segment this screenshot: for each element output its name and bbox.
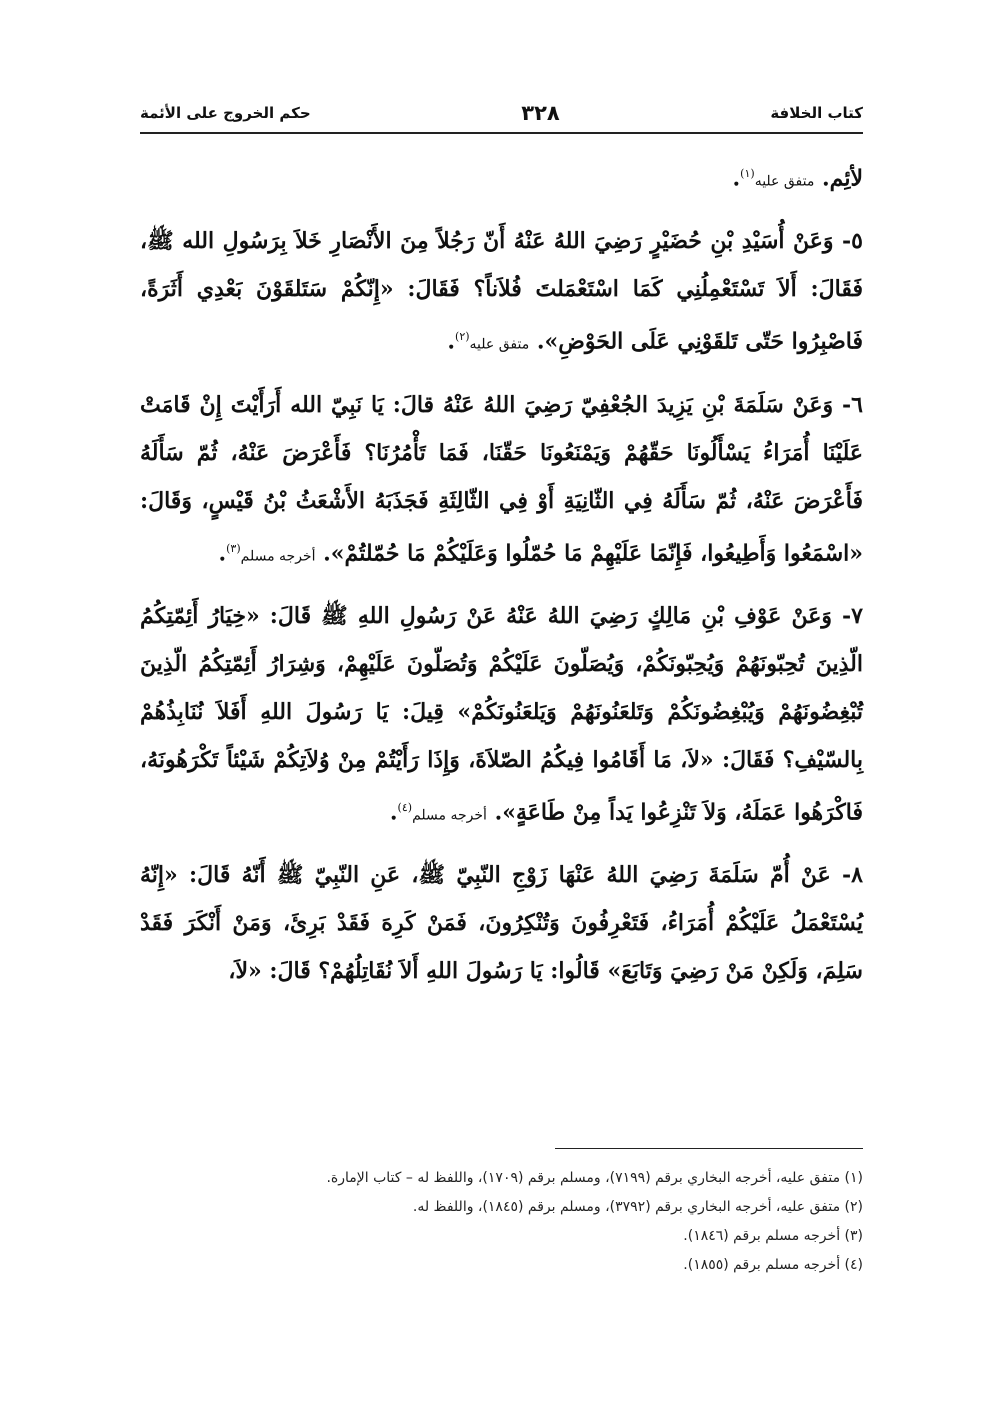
paragraph-tail: . bbox=[389, 799, 398, 826]
paragraph-tail: . bbox=[732, 165, 741, 192]
paragraph-text: ٦- وَعَنْ سَلَمَةَ بْنِ يَزِيدَ الجُعْفِيّ رَضِيَ اللهُ عَنْهُ قالَ: يَا نَبِيّ الله أَرَأَيْتَ إِنْ قَامَتْ عَلَيْنَا أُمَرَاءُ يَسْأَلُونَا حَقّهُمْ وَيَمْنَعُونَا حَقّنَا، فَمَا تَأْمُرُنَا؟ فَأَعْرَضَ عَنْهُ، ثُمّ سَأَلَهُ فَأَعْرَضَ عَنْهُ، ثُمّ سَأَلَهُ فِي الثّانِيَةِ أَوْ فِي الثّالِثَةِ فَجَذَبَهُ الأَشْعَثُ بْنُ قَيْسٍ، وَقَالَ: «اسْمَعُوا وَأَطِيعُوا، فَإِنّمَا عَلَيْهِمْ مَا حُمّلُوا وَعَلَيْكُمْ مَا حُمّلتُمْ». bbox=[140, 391, 863, 566]
hadith-7 bbox=[140, 592, 863, 839]
hadith-8 bbox=[140, 851, 863, 995]
page-number: ٣٢٨ bbox=[521, 101, 560, 125]
source-note: متفق عليه bbox=[469, 336, 530, 353]
footnote-rule bbox=[555, 1148, 863, 1149]
paragraph-tail: . bbox=[218, 539, 227, 566]
footnote-4: (٤) أخرجه مسلم برقم (١٨٥٥). bbox=[683, 1257, 863, 1273]
source-note: أخرجه مسلم bbox=[240, 547, 316, 564]
footnote-ref-1[interactable]: (١) bbox=[740, 167, 755, 180]
footnote-ref-2[interactable]: (٢) bbox=[455, 330, 470, 344]
hadith-6 bbox=[140, 381, 863, 580]
running-header bbox=[140, 96, 863, 130]
footnote-ref-3[interactable]: (٣) bbox=[226, 541, 241, 555]
paragraph-tail: . bbox=[447, 328, 456, 355]
source-note: أخرجه مسلم bbox=[412, 807, 487, 824]
header-rule bbox=[140, 132, 863, 134]
footnote-1: (١) متفق عليه، أخرجه البخاري برقم (٧١٩٩)، ومسلم برقم (١٧٠٩)، واللفظ له – كتاب الإمارة. bbox=[326, 1170, 863, 1186]
paragraph-text: ٥- وَعَنْ أُسَيْدِ بْنِ حُضَيْرٍ رَضِيَ اللهُ عَنْهُ أَنّ رَجُلاً مِنَ الأَنْصَارِ خَلاَ بِرَسُولِ الله ﷺ، فَقَالَ: أَلاَ تَسْتَعْمِلُنِي كَمَا اسْتَعْمَلتَ فُلاَناً؟ فَقَالَ: «إِنّكُمْ سَتَلقَوْنَ بَعْدِي أَثَرَةً، فَاصْبِرُوا حَتّى تَلقَوْنِي عَلَى الحَوْضِ». bbox=[140, 228, 863, 355]
book-title: كتاب الخلافة bbox=[770, 104, 863, 122]
source-note: متفق عليه bbox=[754, 173, 815, 190]
paragraph-text: ٨- عَنْ أُمّ سَلَمَةَ رَضِيَ اللهُ عَنْهَا زَوْجِ النّبِيّ ﷺ، عَنِ النّبِيّ ﷺ أَنّهُ قَالَ: «إِنّهُ يُسْتَعْمَلُ عَلَيْكُمْ أُمَرَاءُ، فَتَعْرِفُونَ وَتُنْكِرُونَ، فَمَنْ كَرِهَ فَقَدْ بَرِئَ، وَمَنْ أَنْكَرَ فَقَدْ سَلِمَ، وَلَكِنْ مَنْ رَضِيَ وَتَابَعَ» قَالُوا: يَا رَسُولَ اللهِ أَلاَ نُقَاتِلُهُمْ؟ قَالَ: «لاَ، bbox=[140, 862, 863, 985]
footnote-3: (٣) أخرجه مسلم برقم (١٨٤٦). bbox=[683, 1228, 863, 1244]
footnotes bbox=[140, 1164, 863, 1280]
footnote-ref-4[interactable]: (٤) bbox=[397, 800, 413, 814]
paragraph-4-end bbox=[140, 150, 863, 205]
main-text bbox=[140, 150, 863, 995]
paragraph-text: لأئِم. bbox=[822, 165, 863, 192]
footnote-2: (٢) متفق عليه، أخرجه البخاري برقم (٣٧٩٢)، ومسلم برقم (١٨٤٥)، واللفظ له. bbox=[412, 1199, 863, 1215]
hadith-5 bbox=[140, 217, 863, 368]
paragraph-text: ٧- وَعَنْ عَوْفِ بْنِ مَالِكٍ رَضِيَ اللهُ عَنْهُ عَنْ رَسُولِ اللهِ ﷺ قَالَ: «خِيَارُ أَئِمّتِكُمُ الّذِينَ تُحِبّونَهُمْ وَيُحِبّونَكُمْ، وَيُصَلّونَ عَلَيْكُمْ وَتُصَلّونَ عَلَيْهِمْ، وَشِرَارُ أَئِمّتِكُمُ الّذِينَ تُبْغِضُونَهُمْ وَيُبْغِضُونَكُمْ وَتَلعَنُونَهُمْ وَيَلعَنُونَكُمْ» قِيلَ: يَا رَسُولَ اللهِ أَفَلاَ نُنَابِذُهُمْ بِالسّيْفِ؟ فَقَالَ: «لاَ، مَا أَقَامُوا فِيكُمُ الصّلاَةَ، وَإِذَا رَأَيْتُمْ مِنْ وُلاَتِكُمْ شَيْئاً تَكْرَهُونَهُ، فَاكْرَهُوا عَمَلَهُ، وَلاَ تَنْزِعُوا يَداً مِنْ طَاعَةٍ». bbox=[140, 602, 863, 826]
chapter-title: حكم الخروج على الأئمة bbox=[140, 104, 311, 122]
